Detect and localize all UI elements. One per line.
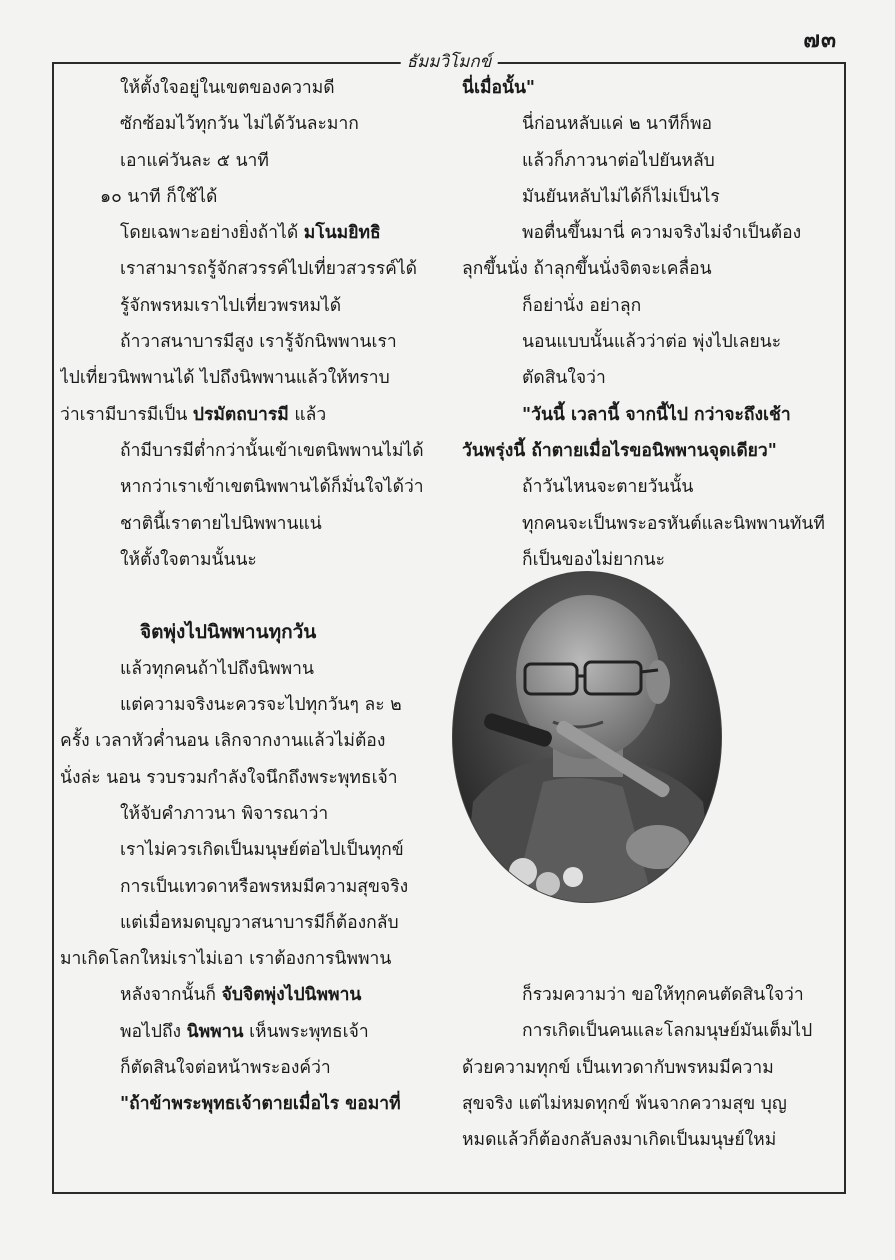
text-line — [462, 179, 840, 215]
line-text: การเกิดเป็นคนและโลกมนุษย์มันเต็มไป — [522, 1021, 813, 1042]
line-text: สุขจริง แต่ไม่หมดทุกข์ พ้นจากความสุข บุญ — [462, 1093, 787, 1114]
line-text: เราไม่ควรเกิดเป็นมนุษย์ต่อไปเป็นทุกข์ — [120, 840, 404, 861]
text-line — [60, 143, 442, 179]
text-line — [60, 433, 442, 469]
line-text: โดยเฉพาะอย่างยิ่งถ้าได้ — [120, 223, 304, 244]
right-column-bottom — [462, 977, 840, 1158]
text-line — [60, 1014, 442, 1050]
emphasized-text: ปรมัตถบารมี — [192, 404, 289, 425]
line-text: เอาแค่วันละ ๕ นาที — [120, 150, 269, 171]
line-text: หลังจากนั้นก็ — [120, 985, 222, 1006]
line-text: ให้ตั้งใจตามนั้นนะ — [120, 549, 257, 570]
text-line — [462, 977, 840, 1013]
text-line — [60, 941, 442, 977]
line-text: ด้วยความทุกข์ เป็นเทวดากับพรหมมีความ — [462, 1057, 774, 1078]
text-line — [462, 542, 840, 578]
text-line — [60, 542, 442, 578]
line-text: นั่งล่ะ นอน รวบรวมกำลังใจนึกถึงพระพุทธเจ้า — [60, 767, 398, 788]
line-text: แต่เมื่อหมดบุญวาสนาบารมีก็ต้องกลับ — [120, 912, 399, 933]
text-line — [60, 397, 442, 433]
line-text-after: เห็นพระพุทธเจ้า — [243, 1021, 369, 1042]
book-title: ธัมมวิโมกข์ — [401, 50, 498, 74]
line-text: ตัดสินใจว่า — [522, 368, 606, 389]
line-text: แต่ความจริงนะควรจะไปทุกวันๆ ละ ๒ — [120, 695, 402, 716]
line-text: ก็รวมความว่า ขอให้ทุกคนตัดสินใจว่า — [522, 985, 804, 1005]
line-text: ก็เป็นของไม่ยากนะ — [522, 549, 666, 570]
line-text: พอตื่นขึ้นมานี่ ความจริงไม่จำเป็นต้อง — [522, 223, 802, 244]
text-line — [60, 651, 442, 687]
text-line — [60, 360, 442, 396]
line-text: นอนแบบนั้นแล้วว่าต่อ พุ่งไปเลยนะ — [522, 332, 782, 353]
line-text: ก็ตัดสินใจต่อหน้าพระองค์ว่า — [120, 1058, 331, 1079]
portrait-image — [453, 572, 721, 902]
text-line — [462, 106, 840, 142]
text-line — [462, 506, 840, 542]
page-number: ๗๓ — [803, 27, 837, 53]
text-line — [60, 869, 442, 905]
emphasized-text: "วันนี้ เวลานี้ จากนี้ไป กว่าจะถึงเช้า — [522, 404, 791, 425]
line-text: แล้วทุกคนถ้าไปถึงนิพพาน — [120, 658, 314, 679]
text-line — [462, 143, 840, 179]
text-line — [462, 433, 840, 469]
line-text: รู้จักพรหมเราไปเที่ยวพรหมได้ — [120, 295, 342, 316]
line-text: หากว่าเราเข้าเขตนิพพานได้ก็มั่นใจได้ว่า — [120, 477, 424, 498]
line-text: มันยันหลับไม่ได้ก็ไม่เป็นไร — [522, 186, 720, 207]
text-line — [462, 70, 840, 106]
line-text: ลุกขึ้นนั่ง ถ้าลุกขึ้นนั่งจิตจะเคลื่อน — [462, 259, 712, 280]
text-line — [60, 215, 442, 251]
line-text: ให้จับคำภาวนา พิจารณาว่า — [120, 803, 329, 824]
line-text: ชาตินี้เราตายไปนิพพานแน่ — [120, 513, 322, 534]
paragraph-gap — [60, 578, 442, 614]
line-text: นี่ก่อนหลับแค่ ๒ นาทีก็พอ — [522, 114, 713, 135]
text-line — [60, 796, 442, 832]
line-text: ครั้ง เวลาหัวค่ำนอน เลิกจากงานแล้วไม่ต้อง — [60, 731, 386, 752]
line-text: ให้ตั้งใจอยู่ในเขตของความดี — [120, 78, 335, 98]
text-line — [462, 288, 840, 324]
line-text: ไปเที่ยวนิพพานได้ ไปถึงนิพพานแล้วให้ทราบ — [60, 368, 390, 389]
text-line — [60, 288, 442, 324]
line-text: หมดแล้วก็ต้องกลับลงมาเกิดเป็นมนุษย์ใหม่ — [462, 1130, 777, 1151]
line-text: ๑๐ นาที ก็ใช้ได้ — [100, 186, 218, 207]
text-line — [60, 723, 442, 759]
emphasized-text: มโนมยิทธิ — [303, 223, 381, 244]
text-line — [60, 760, 442, 796]
text-line — [60, 905, 442, 941]
text-line — [462, 397, 840, 433]
text-line — [462, 1050, 840, 1086]
line-text-after: แล้ว — [288, 404, 327, 425]
emphasized-text: "ถ้าข้าพระพุทธเจ้าตายเมื่อไร ขอมาที่ — [120, 1094, 401, 1115]
text-line — [60, 324, 442, 360]
line-text: การเป็นเทวดาหรือพรหมมีความสุขจริง — [120, 876, 409, 897]
line-text: ทุกคนจะเป็นพระอรหันต์และนิพพานทันที — [522, 513, 825, 534]
text-line — [60, 251, 442, 287]
line-text: ถ้าวาสนาบารมีสูง เรารู้จักนิพพานเรา — [120, 332, 397, 353]
text-line — [60, 1086, 442, 1122]
text-line — [60, 179, 442, 215]
text-line — [462, 215, 840, 251]
text-line — [462, 1013, 840, 1049]
text-line — [462, 360, 840, 396]
text-line — [60, 469, 442, 505]
text-line — [60, 506, 442, 542]
line-text: ถ้ามีบารมีต่ำกว่านั้นเข้าเขตนิพพานไม่ได้ — [120, 440, 424, 461]
section-heading: จิตพุ่งไปนิพพานทุกวัน — [140, 621, 317, 644]
text-line — [60, 977, 442, 1013]
line-text: แล้วก็ภาวนาต่อไปยันหลับ — [522, 150, 715, 171]
right-column — [462, 70, 840, 578]
content-frame — [52, 52, 846, 1194]
text-line — [462, 324, 840, 360]
line-text: ถ้าวันไหนจะตายวันนั้น — [522, 477, 694, 498]
emphasized-text: จับจิตพุ่งไปนิพพาน — [221, 985, 362, 1006]
emphasized-text: นี่เมื่อนั้น" — [462, 78, 536, 98]
text-line — [462, 1086, 840, 1122]
text-line — [60, 832, 442, 868]
text-line — [462, 469, 840, 505]
text-line — [60, 687, 442, 723]
line-text: เราสามารถรู้จักสวรรค์ไปเที่ยวสวรรค์ได้ — [120, 259, 418, 280]
line-text: ก็อย่านั่ง อย่าลุก — [522, 295, 642, 316]
line-text: ว่าเรามีบารมีเป็น — [60, 404, 193, 425]
emphasized-text: นิพพาน — [186, 1021, 244, 1042]
text-line — [60, 70, 442, 106]
emphasized-text: วันพรุ่งนี้ ถ้าตายเมื่อไรขอนิพพานจุดเดียว" — [462, 440, 777, 461]
text-line — [462, 1122, 840, 1158]
text-line — [60, 1050, 442, 1086]
line-text: พอไปถึง — [120, 1021, 187, 1042]
monk-portrait-photo — [453, 572, 721, 902]
line-text: ซักซ้อมไว้ทุกวัน ไม่ได้วันละมาก — [120, 114, 359, 135]
left-column — [60, 70, 442, 1123]
line-text: มาเกิดโลกใหม่เราไม่เอา เราต้องการนิพพาน — [60, 949, 392, 970]
text-line — [60, 106, 442, 142]
text-line — [462, 251, 840, 287]
